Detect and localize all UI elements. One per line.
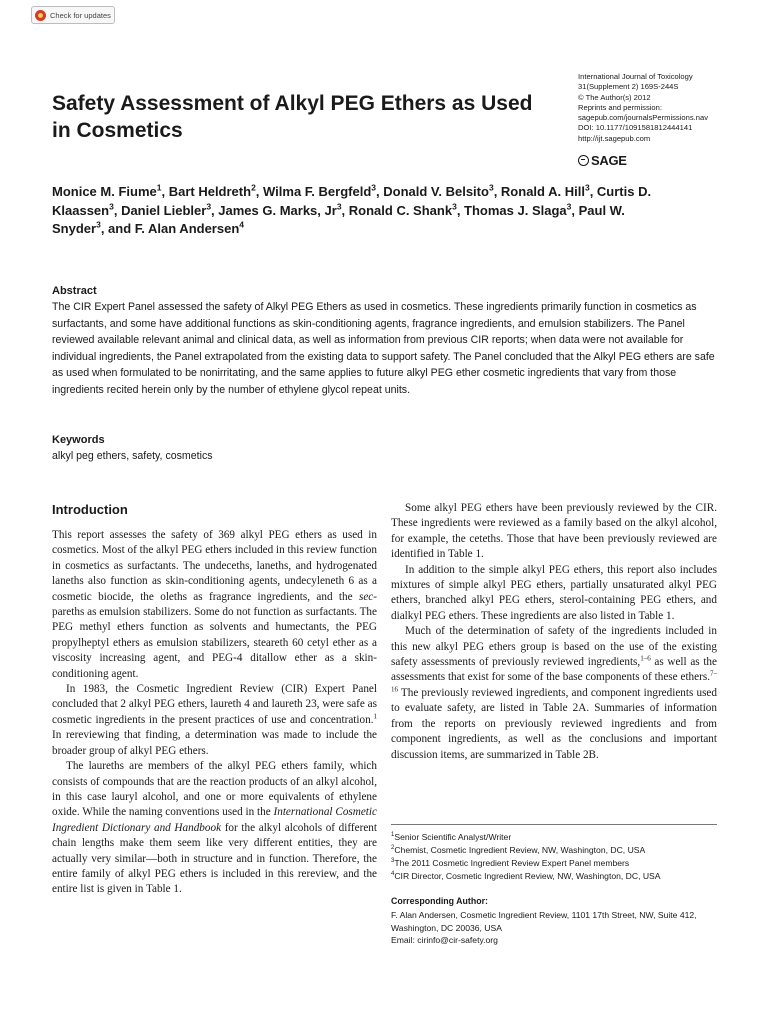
- journal-line: http://ijt.sagepub.com: [578, 133, 651, 143]
- author-name: Ronald C. Shank: [348, 202, 453, 218]
- introduction-heading: Introduction: [52, 502, 128, 517]
- footnotes: [391, 831, 721, 883]
- author-separator: ,: [493, 184, 501, 199]
- sage-logo-icon: [578, 155, 589, 166]
- update-icon: [35, 10, 46, 21]
- author-separator: ,: [161, 184, 169, 199]
- author-affiliation-marker: 3: [566, 201, 572, 212]
- author-separator: , and: [100, 221, 135, 236]
- keywords-text: alkyl peg ethers, safety, cosmetics: [52, 450, 213, 462]
- author-name: Thomas J. Slaga: [464, 202, 567, 218]
- citation: 1: [373, 712, 377, 721]
- author-affiliation-marker: 3: [206, 201, 212, 212]
- journal-line: © The Author(s) 2012: [578, 92, 651, 102]
- author-separator: ,: [571, 202, 579, 218]
- author-affiliation-marker: 3: [336, 201, 342, 212]
- author-list: [52, 183, 672, 239]
- journal-line: DOI: 10.1177/1091581812444141: [578, 123, 693, 133]
- journal-line: International Journal of Toxicology: [578, 72, 693, 81]
- author-affiliation-marker: 3: [96, 219, 101, 230]
- author-affiliation-marker: 3: [584, 182, 590, 193]
- corresponding-author-details: [391, 909, 721, 947]
- keywords-heading: Keywords: [52, 434, 105, 446]
- author-name: Donald V. Belsito: [383, 184, 489, 199]
- author-name: Monice M. Fiume: [52, 184, 157, 199]
- abstract-heading: Abstract: [52, 285, 97, 297]
- journal-info: [578, 72, 758, 144]
- right-column: [391, 501, 717, 763]
- footnote: $^4$CIR Director, Cosmetic Ingredient Review, NW, Washington, DC, USA: [391, 871, 661, 881]
- author-name: Wilma F. Bergfeld: [263, 184, 372, 199]
- intro-paragraph-5: In addition to the simple alkyl PEG ethers, this report also includes mixtures of simple alkyl PEG ethers, partially unsaturated alkyl PEG ethers, branched alkyl PEG ethers, sterol-containing PEG ethers, and dialkyl PEG ethers. These ingredients are also listed in Table 1.: [391, 563, 717, 622]
- left-column: [52, 528, 377, 898]
- author-name: Ronald A. Hill: [500, 184, 585, 199]
- intro-paragraph-2: In 1983, the Cosmetic Ingredient Review (CIR) Expert Panel concluded that 2 alkyl PEG ethers, laureth 4 and laureth 23, were safe as cosmetic ingredients in the present practices of use and concentration.$^1$ In rereviewing that finding, a determination was made to include the broader group of alkyl PEG ethers.: [52, 683, 377, 757]
- sage-logo-text: SAGE: [591, 153, 627, 168]
- author-separator: ,: [255, 184, 264, 199]
- footnote-divider: [391, 824, 717, 825]
- author-name: F. Alan Andersen: [134, 221, 240, 236]
- author-affiliation-marker: 1: [156, 182, 162, 193]
- author-separator: ,: [456, 202, 465, 218]
- intro-paragraph-4: Some alkyl PEG ethers have been previously reviewed by the CIR. These ingredients were reviewed as a family based on the alkyl alcohol, for example, the ceteths. Those that have been previously reviewed are identified in Table 1.: [391, 502, 717, 561]
- author-separator: ,: [113, 202, 122, 218]
- corresponding-author-heading: Corresponding Author:: [391, 896, 488, 906]
- intro-paragraph-6: Much of the determination of safety of the ingredients included in this new alkyl PEG ethers group is based on the use of the existing safety assessments of previously reviewed ingredients,$^{1-6}$ as well as the assessments that exist for some of the base components of these ethers.$^{7-16}$ The previously reviewed ingredients, and component ingredients used to evaluate safety, are listed in Table 2A. Summaries of information from the reports on previously reviewed ingredients and from component ingredients, as well as the conclusions and important discussion items, are summarized in Table 2B.: [391, 625, 717, 761]
- author-affiliation-marker: 3: [452, 201, 457, 212]
- citation: 7–16: [391, 669, 717, 694]
- check-for-updates-button[interactable]: [31, 6, 115, 24]
- journal-line: Reprints and permission:: [578, 102, 662, 112]
- author-name: James G. Marks, Jr: [218, 202, 337, 218]
- author-name: Curtis D. Klaassen: [52, 184, 652, 218]
- check-for-updates-label: Check for updates: [50, 10, 111, 20]
- footnote: $^1$Senior Scientific Analyst/Writer: [391, 832, 512, 842]
- journal-line: sagepub.com/journalsPermissions.nav: [578, 113, 709, 123]
- author-affiliation-marker: 4: [239, 219, 245, 230]
- author-name: Paul W. Snyder: [52, 202, 625, 236]
- footnote: $^2$Chemist, Cosmetic Ingredient Review, NW, Washington, DC, USA: [391, 845, 646, 855]
- corresponding-author-address: F. Alan Andersen, Cosmetic Ingredient Review, 1101 17th Street, NW, Suite 412, Washington, DC 20036, USA: [391, 910, 697, 933]
- author-name: Daniel Liebler: [121, 202, 207, 218]
- author-affiliation-marker: 3: [371, 182, 376, 193]
- citation: 1–6: [640, 654, 651, 663]
- author-affiliation-marker: 3: [488, 182, 494, 193]
- author-affiliation-marker: 3: [109, 201, 114, 212]
- intro-paragraph-1: This report assesses the safety of 369 alkyl PEG ethers as used in cosmetics. Most of the alkyl PEG ethers included in this review function in cosmetics as surfactants. The undeceths, laneths, and hydrogenated laneths also function as skin-conditioning agents, undecyleneth 6 as a cosmetic biocide, the oleths as fragrance ingredients, and the sec-pareths as emulsion stabilizers. Some do not function as surfactants. The PEG methyl ethers function as solvents and humectants, the PEG propylheptyl ethers as emulsion stabilizers, steareth 60 cetyl ether as a viscosity increasing agent, and PEG-4 ditallow ether as a skin-conditioning agent.: [52, 529, 377, 680]
- author-separator: ,: [376, 184, 384, 199]
- author-affiliation-marker: 2: [251, 182, 256, 193]
- author-separator: ,: [589, 184, 597, 199]
- journal-line: 31(Supplement 2) 169S-244S: [578, 82, 679, 92]
- corresponding-author-email-link[interactable]: Email: cirinfo@cir-safety.org: [391, 935, 498, 946]
- sage-logo: [578, 153, 627, 168]
- intro-paragraph-3: The laureths are members of the alkyl PEG ethers family, which consists of compounds that are the reaction products of an alkyl alcohol, in this case lauryl alcohol, and one or more equivalents of ethylene oxide. While the naming conventions used in the International Cosmetic Ingredient Dictionary and Handbook for the alkyl alcohols of different chain lengths make them seem like very different entities, they are actually very similar—both in structure and in function. Therefore, the entire family of alkyl PEG ethers is included in this rereview, and the entire list is given in Table 1.: [52, 760, 377, 896]
- author-name: Bart Heldreth: [168, 184, 252, 199]
- abstract-text: The CIR Expert Panel assessed the safety of Alkyl PEG Ethers as used in cosmetics. These ingredients primarily function in cosmetics as surfactants, and some have additional functions as skin-conditioning agents, fragrance ingredients, and emulsion stabilizers. The Panel reviewed available relevant animal and clinical data, as well as information from previous CIR reports; when data were not available for individual ingredients, the Panel extrapolated from the existing data to support safety. The Panel concluded that the Alkyl PEG ethers are safe as used when formulated to be nonirritating, and the same applies to future alkyl PEG ether cosmetic ingredients that vary from those ingredients recited herein only by the number of ethylene glycol repeat units.: [52, 301, 715, 396]
- article-title: Safety Assessment of Alkyl PEG Ethers as Used in Cosmetics: [52, 92, 533, 142]
- author-separator: ,: [211, 202, 219, 218]
- author-separator: ,: [341, 202, 349, 218]
- footnote: $^3$The 2011 Cosmetic Ingredient Review Expert Panel members: [391, 858, 630, 868]
